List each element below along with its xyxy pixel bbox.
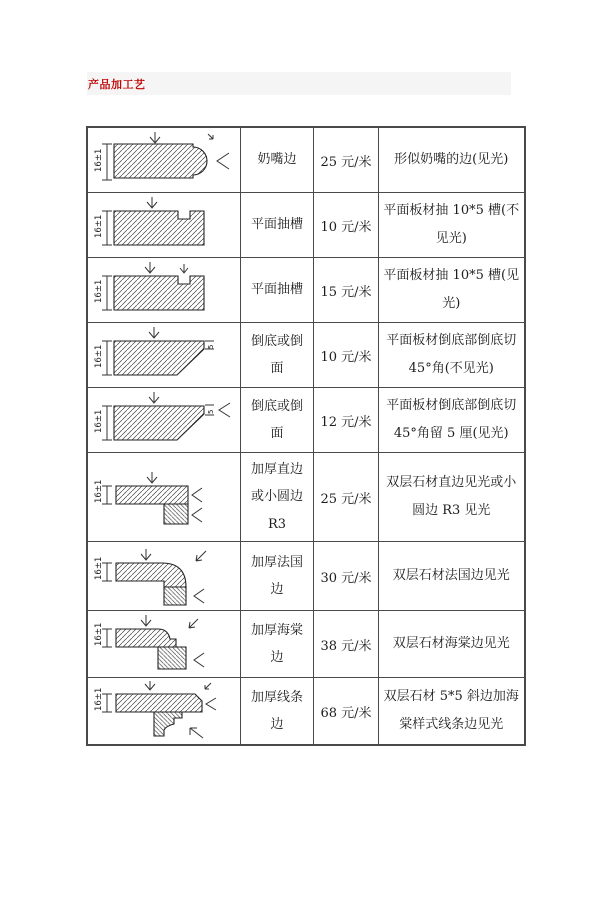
edge-description: 双层石材直边见光或小圆边 R3 见光 bbox=[379, 453, 525, 542]
dimension-label: 16±1 bbox=[94, 479, 104, 503]
edge-description: 平面板材抽 10*5 槽(见光) bbox=[379, 258, 525, 323]
table-row bbox=[87, 388, 525, 453]
down-arrow-icon bbox=[149, 327, 159, 338]
bullnose-edge-diagram bbox=[92, 130, 236, 190]
dimension-label: 16±1 bbox=[94, 344, 104, 368]
edge-price: 15 元/米 bbox=[314, 258, 379, 323]
diagram-cell bbox=[87, 323, 241, 388]
diagram-cell bbox=[87, 127, 241, 193]
up-left-arrow-icon bbox=[190, 728, 203, 738]
table-row bbox=[87, 193, 525, 258]
down-arrow-icon bbox=[149, 392, 159, 403]
edge-price: 38 元/米 bbox=[314, 611, 379, 678]
table-row bbox=[87, 127, 525, 193]
diagram-cell bbox=[87, 542, 241, 611]
edge-name: 倒底或倒面 bbox=[241, 388, 314, 453]
flat-groove-diagram bbox=[92, 195, 236, 255]
down-arrow-icon bbox=[145, 681, 155, 690]
diagram-cell bbox=[87, 678, 241, 746]
edge-price: 25 元/米 bbox=[314, 127, 379, 193]
edge-description: 平面板材倒底部倒底切 45°角(不见光) bbox=[379, 323, 525, 388]
down-arrow-icon bbox=[180, 264, 188, 273]
dimension-label: 16±1 bbox=[94, 622, 104, 646]
corner-arrow-icon bbox=[205, 683, 211, 689]
down-arrow-icon bbox=[147, 472, 157, 483]
down-arrow-icon bbox=[147, 197, 157, 208]
thick-molding-edge-diagram bbox=[92, 680, 236, 742]
edge-name: 奶嘴边 bbox=[241, 127, 314, 193]
dimension-label: 16±1 bbox=[94, 556, 104, 580]
flat-groove-polished-diagram bbox=[92, 260, 236, 320]
edge-name: 加厚法国边 bbox=[241, 542, 314, 611]
edge-description: 平面板材抽 10*5 槽(不见光) bbox=[379, 193, 525, 258]
section-header-strip bbox=[87, 72, 511, 95]
table-row bbox=[87, 678, 525, 746]
edge-price: 25 元/米 bbox=[314, 453, 379, 542]
diagram-cell bbox=[87, 193, 241, 258]
diagram-cell bbox=[87, 453, 241, 542]
edge-description: 双层石材法国边见光 bbox=[379, 542, 525, 611]
dimension-label: 16±1 bbox=[94, 279, 104, 303]
down-arrow-icon bbox=[141, 615, 151, 626]
edge-description: 形似奶嘴的边(见光) bbox=[379, 127, 525, 193]
left-arrow-icon bbox=[192, 488, 202, 502]
edge-price: 68 元/米 bbox=[314, 678, 379, 746]
table-row bbox=[87, 542, 525, 611]
dimension-label: 16±1 bbox=[94, 148, 104, 172]
dimension-label: 16±1 bbox=[94, 687, 104, 711]
edge-price: 30 元/米 bbox=[314, 542, 379, 611]
edge-price: 10 元/米 bbox=[314, 193, 379, 258]
dimension-label: 16±1 bbox=[94, 214, 104, 238]
thick-french-edge-diagram bbox=[92, 545, 236, 607]
edge-name: 加厚直边或小圆边 R3 bbox=[241, 453, 314, 542]
left-arrow-icon bbox=[217, 153, 229, 169]
left-arrow-icon bbox=[192, 508, 202, 522]
left-arrow-icon bbox=[194, 589, 204, 603]
edge-name: 平面抽槽 bbox=[241, 258, 314, 323]
dimension-label: 5 bbox=[207, 409, 215, 414]
table-row bbox=[87, 453, 525, 542]
table-row bbox=[87, 611, 525, 678]
down-arrow-icon bbox=[150, 132, 160, 143]
corner-arrow-icon bbox=[189, 619, 198, 628]
edge-description: 平面板材倒底部倒底切 45°角留 5 厘(见光) bbox=[379, 388, 525, 453]
left-arrow-icon bbox=[194, 653, 204, 667]
edge-description: 双层石材海棠边见光 bbox=[379, 611, 525, 678]
table-row bbox=[87, 258, 525, 323]
thick-straight-edge-diagram bbox=[92, 466, 236, 528]
diagram-cell bbox=[87, 388, 241, 453]
dimension-label: 5 bbox=[207, 344, 215, 349]
bottom-bevel-diagram bbox=[92, 325, 236, 385]
down-arrow-icon bbox=[145, 262, 155, 273]
dimension-label: 16±1 bbox=[94, 409, 104, 433]
diagram-cell bbox=[87, 611, 241, 678]
thick-begonia-edge-diagram bbox=[92, 613, 236, 675]
edge-price: 10 元/米 bbox=[314, 323, 379, 388]
edge-processing-price-table bbox=[86, 126, 526, 746]
left-arrow-icon bbox=[219, 403, 230, 417]
bottom-bevel-polished-diagram bbox=[92, 390, 236, 450]
diagram-cell bbox=[87, 258, 241, 323]
edge-name: 平面抽槽 bbox=[241, 193, 314, 258]
edge-description: 双层石材 5*5 斜边加海棠样式线条边见光 bbox=[379, 678, 525, 746]
corner-arrow-icon bbox=[208, 134, 213, 139]
table-row bbox=[87, 323, 525, 388]
edge-price: 12 元/米 bbox=[314, 388, 379, 453]
edge-name: 加厚海棠边 bbox=[241, 611, 314, 678]
down-arrow-icon bbox=[141, 549, 151, 560]
edge-name: 倒底或倒面 bbox=[241, 323, 314, 388]
edge-name: 加厚线条边 bbox=[241, 678, 314, 746]
page-title: 产品加工艺 bbox=[88, 78, 146, 91]
left-arrow-icon bbox=[206, 698, 216, 710]
corner-arrow-icon bbox=[196, 551, 206, 561]
